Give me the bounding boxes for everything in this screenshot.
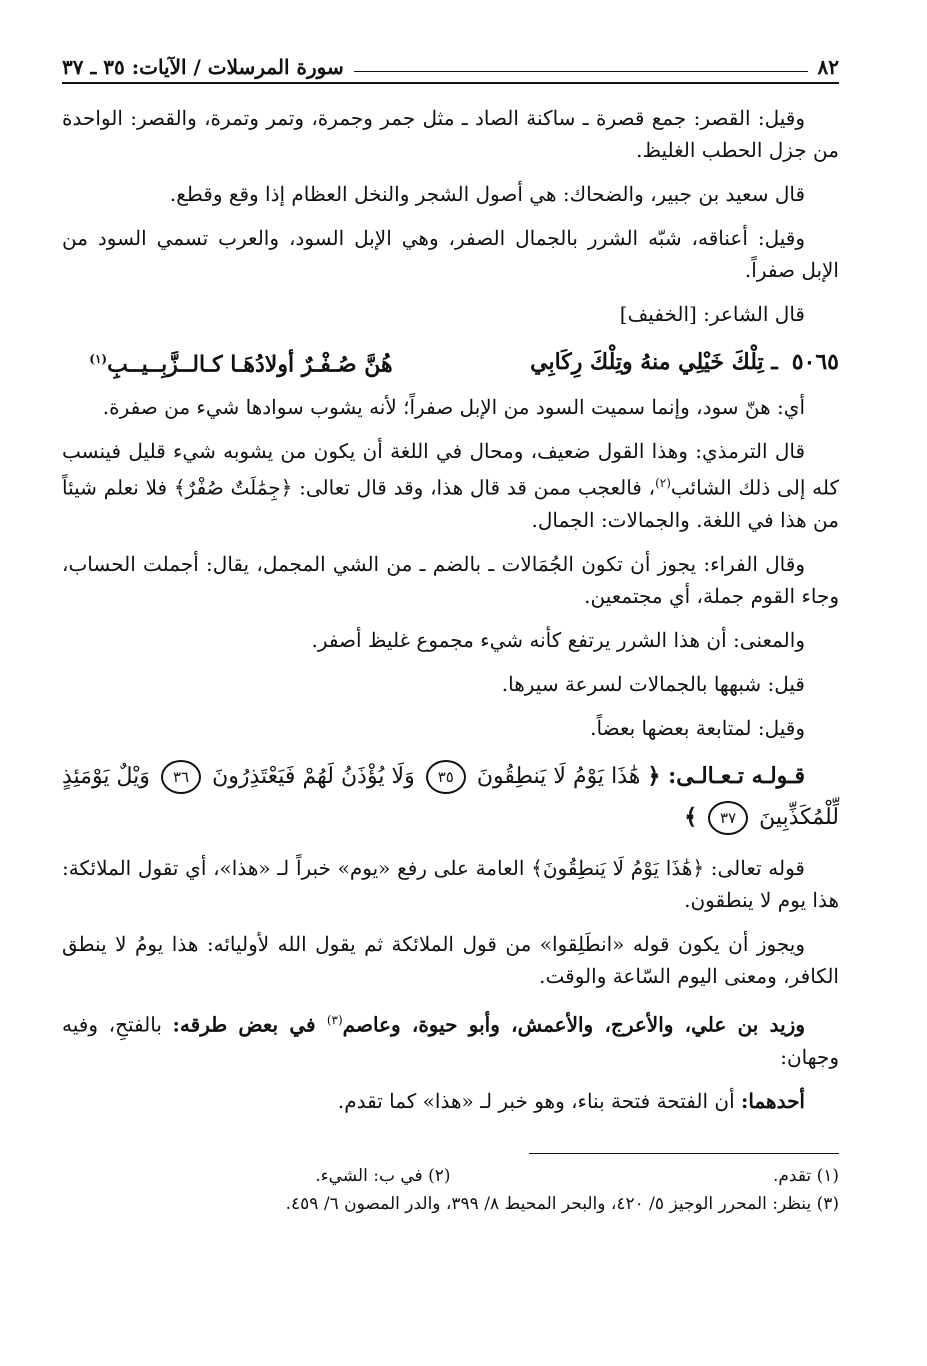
first-aspect-label: أحدهما: (740, 1088, 805, 1113)
readers-names: وزيد بن علي، والأعرج، والأعمش، وأبو حيوة، وعاصم (342, 1012, 805, 1037)
poetry-verse (62, 342, 839, 381)
running-header (62, 38, 839, 82)
verse-number: ٥٠٦٥ (791, 348, 839, 375)
readers-fatha: بالفتحِ، وفيه وجهان: (62, 1012, 839, 1069)
paragraph-necks: وقيل: أعناقه، شبّه الشرر بالجمال الصفر، وهي الإبل السود، والعرب تسمي السود من الإبل صفراً. (62, 226, 839, 282)
tirmidhi-text-b: ، فالعجب ممن قد قال هذا، وقد قال تعالى: ﴿جِمَٰلَتٌ صُفْرٌ﴾ فلا نعلم شيئاً من هذا في اللغة. والجمالات: الجمال. (62, 475, 839, 532)
footnote-3: (٣) ينظر: المحرر الوجيز ٥/ ٤٢٠، والبحر المحيط ٨/ ٣٩٩، والدر المصون ٦/ ٤٥٩. (285, 1193, 839, 1214)
ayah-37-text: وَيْلٌ يَوْمَئِذٍ لِّلْمُكَذِّبِينَ (62, 763, 839, 830)
paragraph-readers (62, 1004, 839, 1073)
paragraph-said-ibn-jubayr: قال سعيد بن جبير، والضحاك: هي أصول الشجر والنخل العظام إذا وقع وقطع. (169, 182, 805, 206)
footnote-ref-3: (٣) (326, 1012, 343, 1027)
footnote-rule (529, 1153, 839, 1154)
quran-intro: قـولـه تـعـالـى: (660, 762, 805, 789)
paragraph-commentary-1: قوله تعالى: ﴿هَٰذَا يَوْمُ لَا يَنطِقُونَ﴾ العامة على رفع «يوم» خبراً لـ «هذا»، أي تقول الملائكة: هذا يوم لا ينطقون. (62, 855, 839, 912)
verse-first-hemistich: ـ تِلْكَ خَيْلِي منهُ وتِلْكَ رِكَابِي (530, 348, 778, 375)
paragraph-qil-2: وقيل: لمتابعة بعضها بعضاً. (590, 715, 805, 740)
verse-second-hemistich-text: هُنَّ صُـفْـرٌ أولادُهَـا كـالــزَّبِــيــبِ (107, 351, 393, 378)
ayah-36-marker: ٣٦ (161, 760, 201, 794)
quran-verses-block (62, 756, 839, 838)
ayah-35-text: هَٰذَا يَوْمُ لَا يَنطِقُونَ (476, 763, 641, 789)
quran-open-bracket: ﴿ (647, 762, 661, 789)
footnote-ref-1: (١) (89, 352, 108, 366)
ayah-36-text: وَلَا يُؤْذَنُ لَهُمْ فَيَعْتَذِرُونَ (212, 763, 415, 789)
poet-intro: قال الشاعر: [الخفيف] (619, 302, 805, 326)
footnote-2: (٢) في ب: الشيء. (315, 1165, 451, 1186)
readers-tail: في بعض طرقه: (172, 1012, 327, 1037)
paragraph-first-aspect (62, 1085, 839, 1117)
header-dash-rule (354, 71, 808, 72)
paragraph-qil-1: قيل: شبهها بالجمالات لسرعة سيرها. (501, 671, 805, 696)
paragraph-commentary-2: ويجوز أن يكون قوله «انطَلِقوا» من قول الملائكة ثم يقول الله لأوليائه: هذا يومُ لا ينطق الكافر، ومعنى اليوم السّاعة والوقت. (62, 931, 839, 988)
footnotes (62, 1162, 839, 1218)
paragraph-meaning: والمعنى: أن هذا الشرر يرتفع كأنه شيء مجموع غليظ أصفر. (311, 627, 805, 652)
ayah-37-marker: ٣٧ (708, 801, 748, 835)
footnote-row-1 (62, 1162, 839, 1190)
page-number: ٨٢ (817, 55, 839, 79)
quran-close-bracket: ﴾ (684, 803, 698, 830)
footnote-ref-2: (٢) (655, 476, 671, 491)
header-rule (62, 82, 839, 84)
first-aspect-text: أن الفتحة فتحة بناء، وهو خبر لـ «هذا» كما تقدم. (337, 1088, 741, 1113)
footnote-1: (١) تقدم. (772, 1165, 839, 1186)
paragraph-tirmidhi (62, 435, 839, 536)
paragraph-farra: وقال الفراء: يجوز أن تكون الجُمَالات ـ بالضم ـ من الشي المجمل، يقال: أجملت الحساب، وجاء القوم جملة، أي مجتمعين. (62, 551, 839, 608)
running-title: سورة المرسلات / الآيات: ٣٥ ـ ٣٧ (62, 55, 344, 79)
tirmidhi-text-a: قال الترمذي: وهذا القول ضعيف، ومحال في اللغة أن يكون من يشوبه شيء قليل فينسب كله إلى ذلك الشائب (62, 439, 839, 500)
paragraph-qasr: وقيل: القصر: جمع قصرة ـ ساكنة الصاد ـ مثل جمر وجمرة، وتمر وتمرة، والقصر: الواحدة من جزل الحطب الغليظ. (62, 106, 839, 162)
paragraph-explanation: أي: هنّ سود، وإنما سميت السود من الإبل صفراً؛ لأنه يشوب سوادها شيء من صفرة. (102, 395, 805, 420)
ayah-35-marker: ٣٥ (426, 760, 466, 794)
verse-second-hemistich (62, 342, 420, 381)
